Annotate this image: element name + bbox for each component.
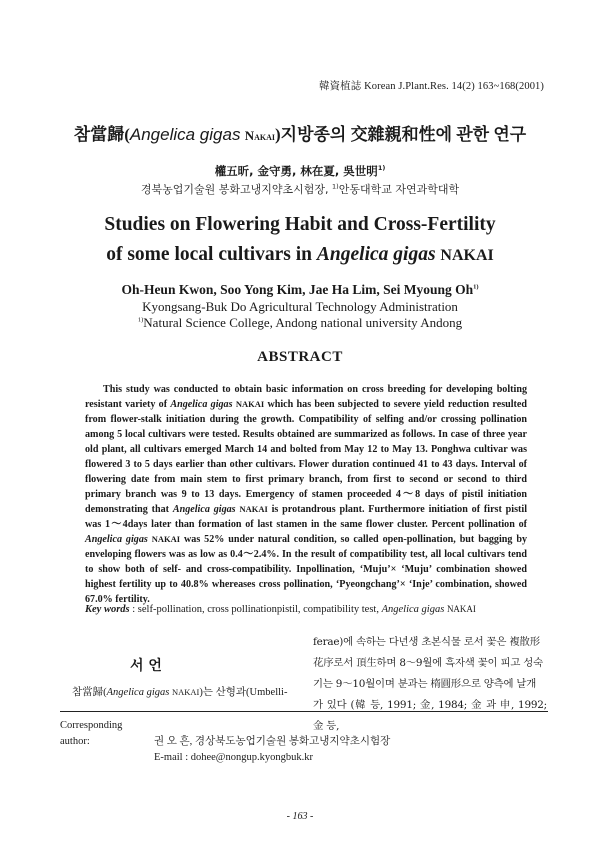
korean-title-part1: 참當歸(	[73, 125, 130, 144]
korean-title-species: Angelica gigas	[129, 125, 241, 144]
footnote-divider	[60, 711, 548, 712]
english-affiliation-1: Kyongsang-Buk Do Agricultural Technology Administration	[142, 299, 458, 314]
introduction-left-column: 참當歸(Angelica gigas NAKAI)는 산형과(Umbelli-	[72, 687, 288, 698]
english-title-line1: Studies on Flowering Habit and Cross-Fertility	[104, 214, 496, 235]
abstract-heading: ABSTRACT	[257, 349, 343, 365]
korean-authors: 權五昕, 金守勇, 林在夏, 吳世明$^{1)}$	[214, 164, 386, 178]
right-col-line: ferae)에 속하는 다년생 초본식물 로서 꽃은 複散形	[313, 636, 540, 648]
english-title	[0, 210, 600, 271]
korean-title	[0, 120, 600, 145]
keywords: Key words : self-pollination, cross pollinationpistil, compatibility test, Angelica gigas NAKAI	[85, 604, 476, 615]
corresponding-label: Corresponding author:	[60, 720, 123, 747]
korean-title-part2: )지방종의 交雜親和性에 관한 연구	[274, 125, 527, 144]
corresponding-email: E-mail : dohee@nongup.kyongbuk.kr	[154, 752, 313, 763]
korean-title-author: NAKAI	[244, 128, 275, 143]
english-title-line2: of some local cultivars in Angelica gigas NAKAI	[106, 244, 494, 265]
right-col-line: 花序로서 頂生하며 8～9월에 흑자색 꽃이 피고 성숙	[313, 657, 543, 669]
corresponding-author	[60, 718, 390, 766]
keywords-label: Key words	[85, 604, 130, 615]
abstract-body: This study was conducted to obtain basic information on cross breeding for developing bolting resistant variety of Angelica gigas NAKAI which has been subjected to severe yield reduction resulted from flower-stalk initiation during the growth. Compatibility of selfing and/or crossing pollination among 5 local cultivars were tested. Results obtained are summarized as follows. In case of three year old plant, all cultivars emerged March 14 and bolted from May 12 to May 13. Ponghwa cultivar was flowered 3 to 5 days earlier than other cultivars. Flower duration continued 41 to 43 days. Interval of flowering date from main stem to first primary branch, from first to second or second to third primary branch was 9 to 13 days. Emergency of stamen proceeded 4～8 days of pistil initiation demonstrating that Angelica gigas NAKAI is protandrous plant. Furthermore initiation of first pistil was 1～4days later than formation of last stamen in the same flower cluster. Percent pollination of Angelica gigas NAKAI was 52% under natural condition, so called open-pollination, but bagging by enveloping flowers was as low as 0.4～2.4%. In the result of compatibility test, all local cultivars tend to show both of self- and cross-compatibility. Inpollination, ‘Muju’× ‘Muju’ combination showed highest fertility up to 40.8% whereases cross pollination, ‘Pyeongchang’× ‘Inje’ combination, showed 67.0% fertility.	[85, 384, 528, 605]
page-number: - 163 -	[286, 811, 314, 822]
journal-reference: 韓資植誌 Korean J.Plant.Res. 14(2) 163~168(2001)	[318, 81, 544, 92]
introduction-heading: 서 언	[130, 658, 162, 674]
right-col-line: 가 있다 (韓 등, 1991; 金, 1984; 金 과 申, 1992; 金 등,	[313, 699, 547, 732]
corresponding-name: 권 오 흔, 경상북도농업기술원 봉화고냉지약초시험장	[154, 736, 391, 747]
korean-affiliation: 경북농업기술원 봉화고냉지약초시험장, $^{1)}$안동대학교 자연과학대학	[140, 182, 460, 196]
right-col-line: 기는 9～10월이며 분과는 楕圓形으로 양측에 날개	[313, 678, 537, 690]
english-authors: Oh-Heun Kwon, Soo Yong Kim, Jae Ha Lim, Sei Myoung Oh$^{1)}$	[121, 282, 479, 297]
english-affiliation-2: $^{1)}$Natural Science College, Andong national university Andong	[137, 315, 463, 330]
